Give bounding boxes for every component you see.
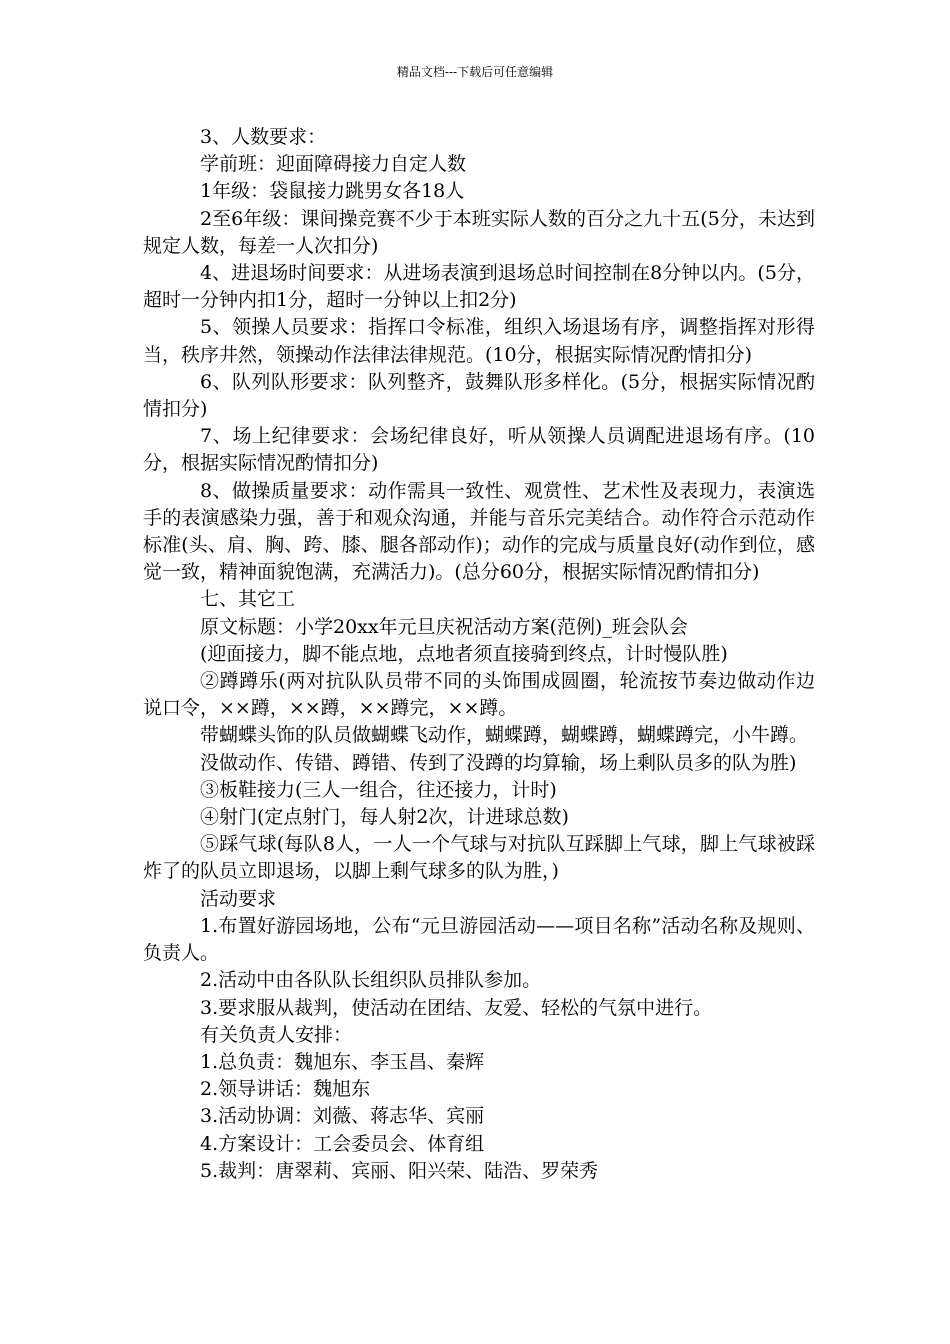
paragraph: 3.活动协调：刘薇、蒋志华、宾丽 [200,1105,485,1128]
paragraph: 2.活动中由各队队长组织队员排队参加。 [200,969,542,992]
paragraph: 七、其它工 [200,588,296,611]
paragraph: 5、领操人员要求：指挥口令标准，组织入场退场有序，调整指挥对形得当，秩序井然，领操动作法律法律规范。(10分，根据实际情况酌情扣分) [143,316,815,366]
paragraph: 3.要求服从裁判，使活动在团结、友爱、轻松的气氛中进行。 [200,996,713,1019]
paragraph: (迎面接力，脚不能点地，点地者须直接骑到终点，计时慢队胜) [200,642,728,665]
paragraph: 原文标题：小学20xx年元旦庆祝活动方案(范例)_班会队会 [200,615,688,638]
paragraph: 6、队列队形要求：队列整齐，鼓舞队形多样化。(5分，根据实际情况酌情扣分) [143,370,815,421]
paragraph: 1年级：袋鼠接力跳男女各18人 [200,180,465,203]
paragraph: 4.方案设计：工会委员会、体育组 [200,1132,485,1155]
paragraph: 活动要求 [200,887,277,910]
paragraph: 5.裁判：唐翠莉、宾丽、阳兴荣、陆浩、罗荣秀 [200,1159,599,1182]
paragraph: ②蹲蹲乐(两对抗队队员带不同的头饰围成圆圈，轮流按节奏边做动作边说口令，××蹲，××蹲，××蹲完，××蹲。 [143,670,815,720]
paragraph: ④射门(定点射门，每人射2次，计进球总数) [200,806,569,829]
paragraph: 1.总负责：魏旭东、李玉昌、秦辉 [200,1050,485,1073]
paragraph: 学前班：迎面障碍接力自定人数 [200,153,467,176]
paragraph: 7、场上纪律要求：会场纪律良好，听从领操人员调配进退场有序。(10分，根据实际情况酌情扣分) [143,425,815,475]
paragraph: 带蝴蝶头饰的队员做蝴蝶飞动作，蝴蝶蹲，蝴蝶蹲，蝴蝶蹲完，小牛蹲。 [200,724,809,747]
paragraph: ⑤踩气球(每队8人，一人一个气球与对抗队互踩脚上气球，脚上气球被踩炸了的队员立即退场，以脚上剩气球多的队为胜，) [143,833,815,883]
paragraph: 2.领导讲话：魏旭东 [200,1078,371,1101]
paragraph: 3、人数要求： [200,126,327,148]
page-header: 精品文档---下载后可任意编辑 [396,65,554,79]
paragraph: 没做动作、传错、蹲错、传到了没蹲的均算输，场上剩队员多的队为胜) [200,751,797,774]
paragraph: 有关负责人安排： [200,1023,353,1046]
document-body [143,124,815,1185]
paragraph: 8、做操质量要求：动作需具一致性、观赏性、艺术性及表现力，表演选手的表演感染力强，善于和观众沟通，并能与音乐完美结合。动作符合示范动作标准(头、肩、胸、跨、膝、腿各部动作)；动作的完成与质量良好(动作到位，感觉一致，精神面貌饱满，充满活力)。(总分60分，根据实际情况酌情扣分) [143,479,815,584]
paragraph: 2至6年级：课间操竞赛不少于本班实际人数的百分之九十五(5分，未达到规定人数，每差一人次扣分) [143,207,815,257]
paragraph: 4、进退场时间要求：从进场表演到退场总时间控制在8分钟以内。(5分，超时一分钟内扣1分，超时一分钟以上扣2分) [143,262,815,312]
paragraph: ③板鞋接力(三人一组合，往还接力，计时) [200,778,557,801]
paragraph: 1.布置好游园场地，公布“元旦游园活动——项目名称”活动名称及规则、负责人。 [143,914,815,965]
